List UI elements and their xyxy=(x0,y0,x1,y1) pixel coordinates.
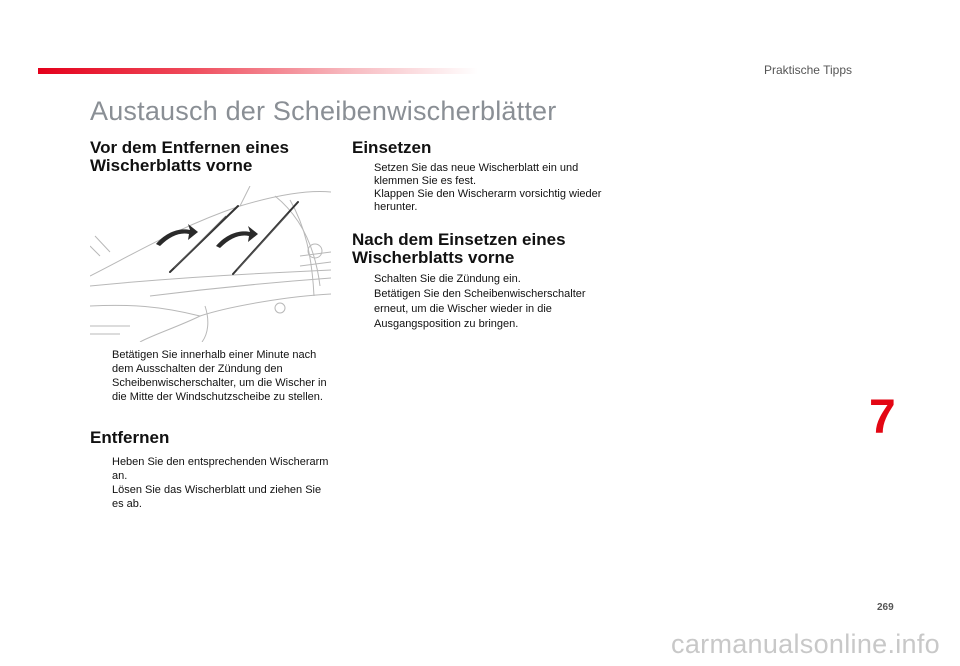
list-item xyxy=(352,272,602,287)
list-item xyxy=(352,287,602,332)
step-text: Schalten Sie die Zündung ein. xyxy=(374,273,521,285)
heading-text: Einsetzen xyxy=(352,138,432,157)
windshield-wipers-illustration xyxy=(90,186,331,342)
removal-steps xyxy=(90,455,335,511)
heading-line: Vor dem Entfernen eines xyxy=(90,138,290,157)
watermark: carmanualsonline.info xyxy=(671,629,940,659)
after-insertion-heading xyxy=(352,231,602,267)
section-label: Praktische Tipps xyxy=(763,63,852,77)
heading-line: Wischerblatts vorne xyxy=(352,248,515,267)
step-text: Klappen Sie den Wischerarm vorsichtig wieder herunter. xyxy=(374,188,602,213)
list-item xyxy=(90,348,335,404)
step-text: Heben Sie den entsprechenden Wischerarm an. xyxy=(112,456,329,482)
list-item xyxy=(90,455,335,483)
step-text: Betätigen Sie innerhalb einer Minute nach dem Ausschalten der Zündung den Scheibenwischerschalter, um die Wischer in die Mitte der Windschutzscheibe zu stellen. xyxy=(112,349,327,403)
insertion-steps xyxy=(352,162,602,214)
list-item xyxy=(352,188,602,214)
before-removal-steps xyxy=(90,348,335,404)
before-removal-heading xyxy=(90,139,335,175)
page-number: 269 xyxy=(877,602,894,613)
list-item xyxy=(90,483,335,511)
header-accent-bar xyxy=(38,68,478,74)
heading-line: Wischerblatts vorne xyxy=(90,156,253,175)
insertion-heading xyxy=(352,139,602,157)
chapter-number: 7 xyxy=(869,391,896,444)
removal-heading xyxy=(90,429,335,447)
step-text: Lösen Sie das Wischerblatt und ziehen Sie es ab. xyxy=(112,484,322,510)
heading-text: Entfernen xyxy=(90,428,170,447)
list-item xyxy=(352,162,602,188)
step-text: Setzen Sie das neue Wischerblatt ein und klemmen Sie es fest. xyxy=(374,162,579,187)
heading-line: Nach dem Einsetzen eines xyxy=(352,230,566,249)
page-title: Austausch der Scheibenwischerblätter xyxy=(90,96,557,126)
step-text: Betätigen Sie den Scheibenwischerschalter erneut, um die Wischer wieder in die Ausgangsposition zu bringen. xyxy=(374,288,586,330)
after-insertion-steps xyxy=(352,272,602,332)
